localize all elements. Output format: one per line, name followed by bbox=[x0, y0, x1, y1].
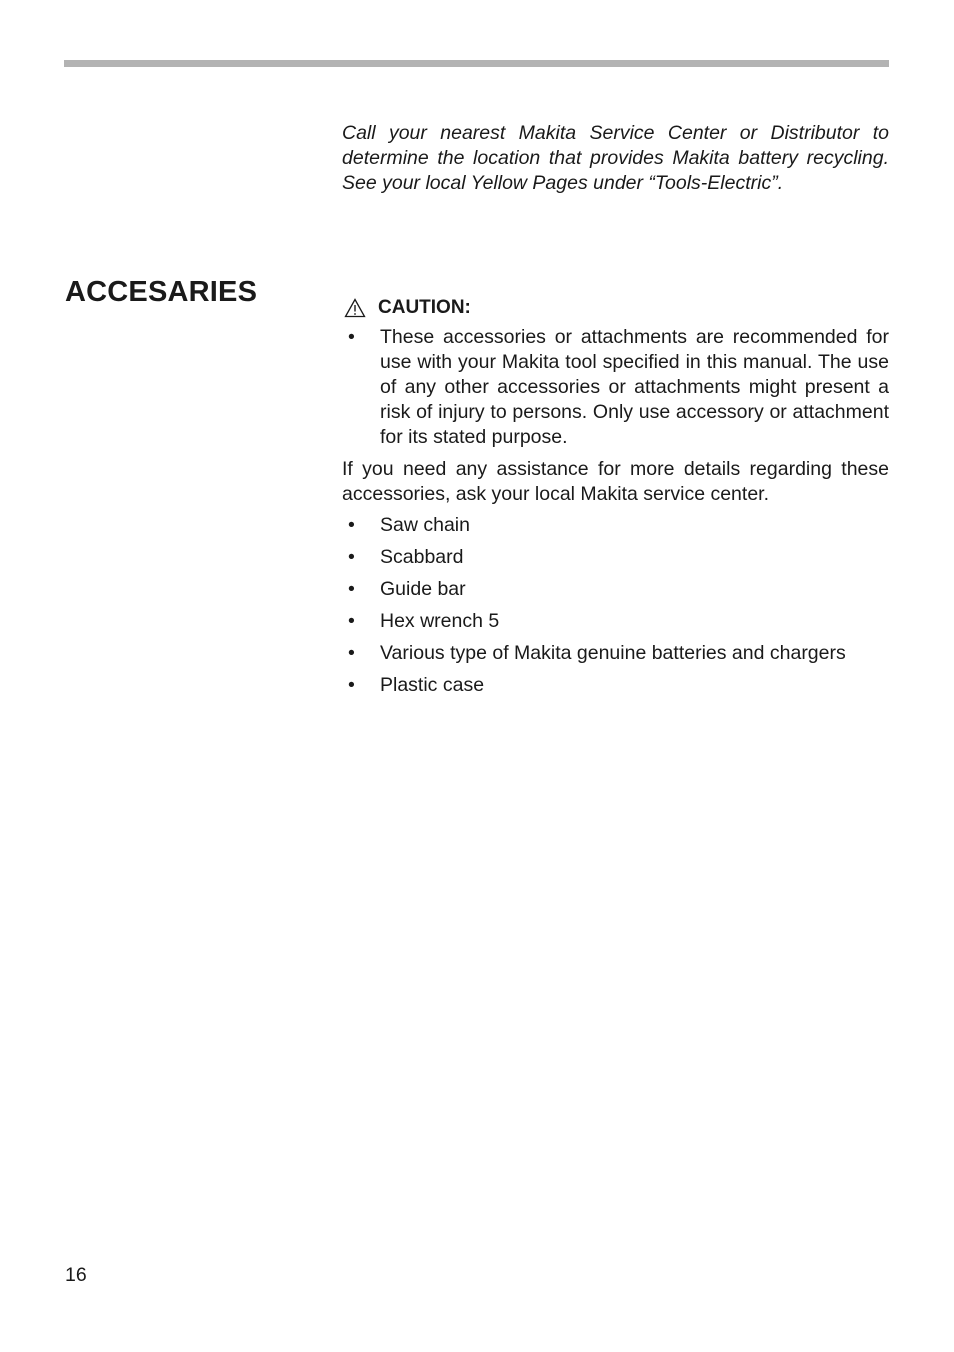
list-item bbox=[342, 609, 889, 634]
list-item-label: Scabbard bbox=[380, 546, 464, 568]
bullet-marker: • bbox=[348, 514, 355, 536]
top-divider bbox=[64, 60, 889, 67]
recycling-note: Call your nearest Makita Service Center or Distributor to determine the location that provides Makita battery recycling. See your local Yellow Pages under “Tools-Electric”. bbox=[342, 122, 889, 194]
caution-text: These accessories or attachments are recommended for use with your Makita tool specified in this manual. The use of any other accessories or attachments might present a risk of injury to persons. Only use accessory or attachment for its stated purpose. bbox=[380, 326, 889, 448]
accessories-list bbox=[342, 513, 889, 698]
list-item bbox=[342, 513, 889, 538]
caution-item bbox=[342, 325, 889, 450]
caution-heading bbox=[342, 295, 889, 320]
list-item-label: Various type of Makita genuine batteries and chargers bbox=[380, 642, 846, 664]
bullet-marker: • bbox=[348, 546, 355, 568]
list-item-label: Hex wrench 5 bbox=[380, 610, 500, 632]
list-item-label: Plastic case bbox=[380, 674, 485, 696]
list-item bbox=[342, 673, 889, 698]
bullet-marker: • bbox=[348, 610, 355, 632]
assistance-paragraph: If you need any assistance for more details regarding these accessories, ask your local Makita service center. bbox=[342, 458, 889, 505]
bullet-marker: • bbox=[348, 674, 355, 696]
list-item bbox=[342, 641, 889, 666]
caution-label: CAUTION: bbox=[378, 297, 471, 318]
accessories-content bbox=[342, 295, 889, 705]
list-item-label: Saw chain bbox=[380, 514, 470, 536]
bullet-marker: • bbox=[348, 578, 355, 600]
page-number: 16 bbox=[65, 1264, 87, 1286]
list-item-label: Guide bar bbox=[380, 578, 466, 600]
list-item bbox=[342, 577, 889, 602]
list-item bbox=[342, 545, 889, 570]
bullet-marker: • bbox=[348, 642, 355, 664]
warning-triangle-icon bbox=[344, 298, 366, 318]
bullet-marker: • bbox=[348, 326, 355, 348]
section-title: ACCESARIES bbox=[65, 276, 258, 308]
